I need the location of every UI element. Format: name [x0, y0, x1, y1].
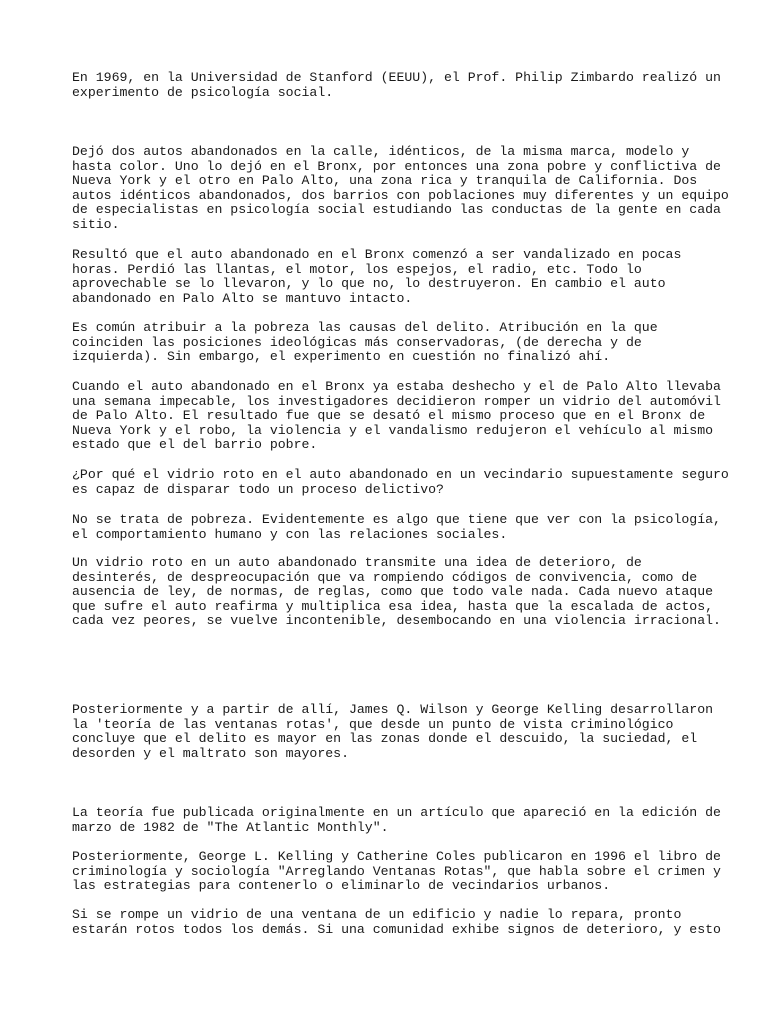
paragraph-1: En 1969, en la Universidad de Stanford (EEUU), el Prof. Philip Zimbardo realizó un experimento de psicología social. — [72, 70, 721, 100]
paragraph-8: Un vidrio roto en un auto abandonado transmite una idea de deterioro, de desinterés, de despreocupación que va rompiendo códigos de convivencia, como de ausencia de ley, de normas, de reglas, como que todo vale nada. Cada nuevo ataque que sufre el auto reafirma y multiplica esa idea, hasta que la escalada de actos, cada vez peores, se vuelve incontenible, desembocando en una violencia irracional. — [72, 555, 721, 629]
paragraph-2: Dejó dos autos abandonados en la calle, idénticos, de la misma marca, modelo y hasta color. Uno lo dejó en el Bronx, por entonces una zona pobre y conflictiva de Nueva York y el otro en Palo Alto, una zona rica y tranquila de California. Dos autos idénticos abandonados, dos barrios con poblaciones muy diferentes y un equipo de especialistas en psicología social estudiando las conductas de la gente en cada sitio. — [72, 144, 729, 232]
paragraph-11: Posteriormente, George L. Kelling y Catherine Coles publicaron en 1996 el libro de criminología y sociología "Arreglando Ventanas Rotas", que habla sobre el crimen y las estrategias para contenerlo o eliminarlo de vecindarios urbanos. — [72, 849, 721, 894]
paragraph-4: Es común atribuir a la pobreza las causas del delito. Atribución en la que coinciden las posiciones ideológicas más conservadoras, (de derecha y de izquierda). Sin embargo, el experimento en cuestión no finalizó ahí. — [72, 320, 658, 365]
paragraph-7: No se trata de pobreza. Evidentemente es algo que tiene que ver con la psicología, el comportamiento humano y con las relaciones sociales. — [72, 512, 721, 542]
paragraph-5: Cuando el auto abandonado en el Bronx ya estaba deshecho y el de Palo Alto llevaba una semana impecable, los investigadores decidieron romper un vidrio del automóvil de Palo Alto. El resultado fue que se desató el mismo proceso que en el Bronx de Nueva York y el robo, la violencia y el vandalismo redujeron el vehículo al mismo estado que el del barrio pobre. — [72, 379, 721, 453]
paragraph-6: ¿Por qué el vidrio roto en el auto abandonado en un vecindario supuestamente seguro es capaz de disparar todo un proceso delictivo? — [72, 467, 729, 497]
paragraph-9: Posteriormente y a partir de allí, James Q. Wilson y George Kelling desarrollaron la 'teoría de las ventanas rotas', que desde un punto de vista criminológico concluye que el delito es mayor en las zonas donde el descuido, la suciedad, el desorden y el maltrato son mayores. — [72, 702, 714, 761]
paragraph-10: La teoría fue publicada originalmente en un artículo que apareció en la edición de marzo de 1982 de "The Atlantic Monthly". — [72, 805, 721, 835]
paragraph-3: Resultó que el auto abandonado en el Bronx comenzó a ser vandalizado en pocas horas. Perdió las llantas, el motor, los espejos, el radio, etc. Todo lo aprovechable se lo llevaron, y lo que no, lo destruyeron. En cambio el auto abandonado en Palo Alto se mantuvo intacto. — [72, 247, 682, 306]
paragraph-12: Si se rompe un vidrio de una ventana de un edificio y nadie lo repara, pronto estarán rotos todos los demás. Si una comunidad exhibe signos de deterioro, y esto — [72, 907, 721, 937]
